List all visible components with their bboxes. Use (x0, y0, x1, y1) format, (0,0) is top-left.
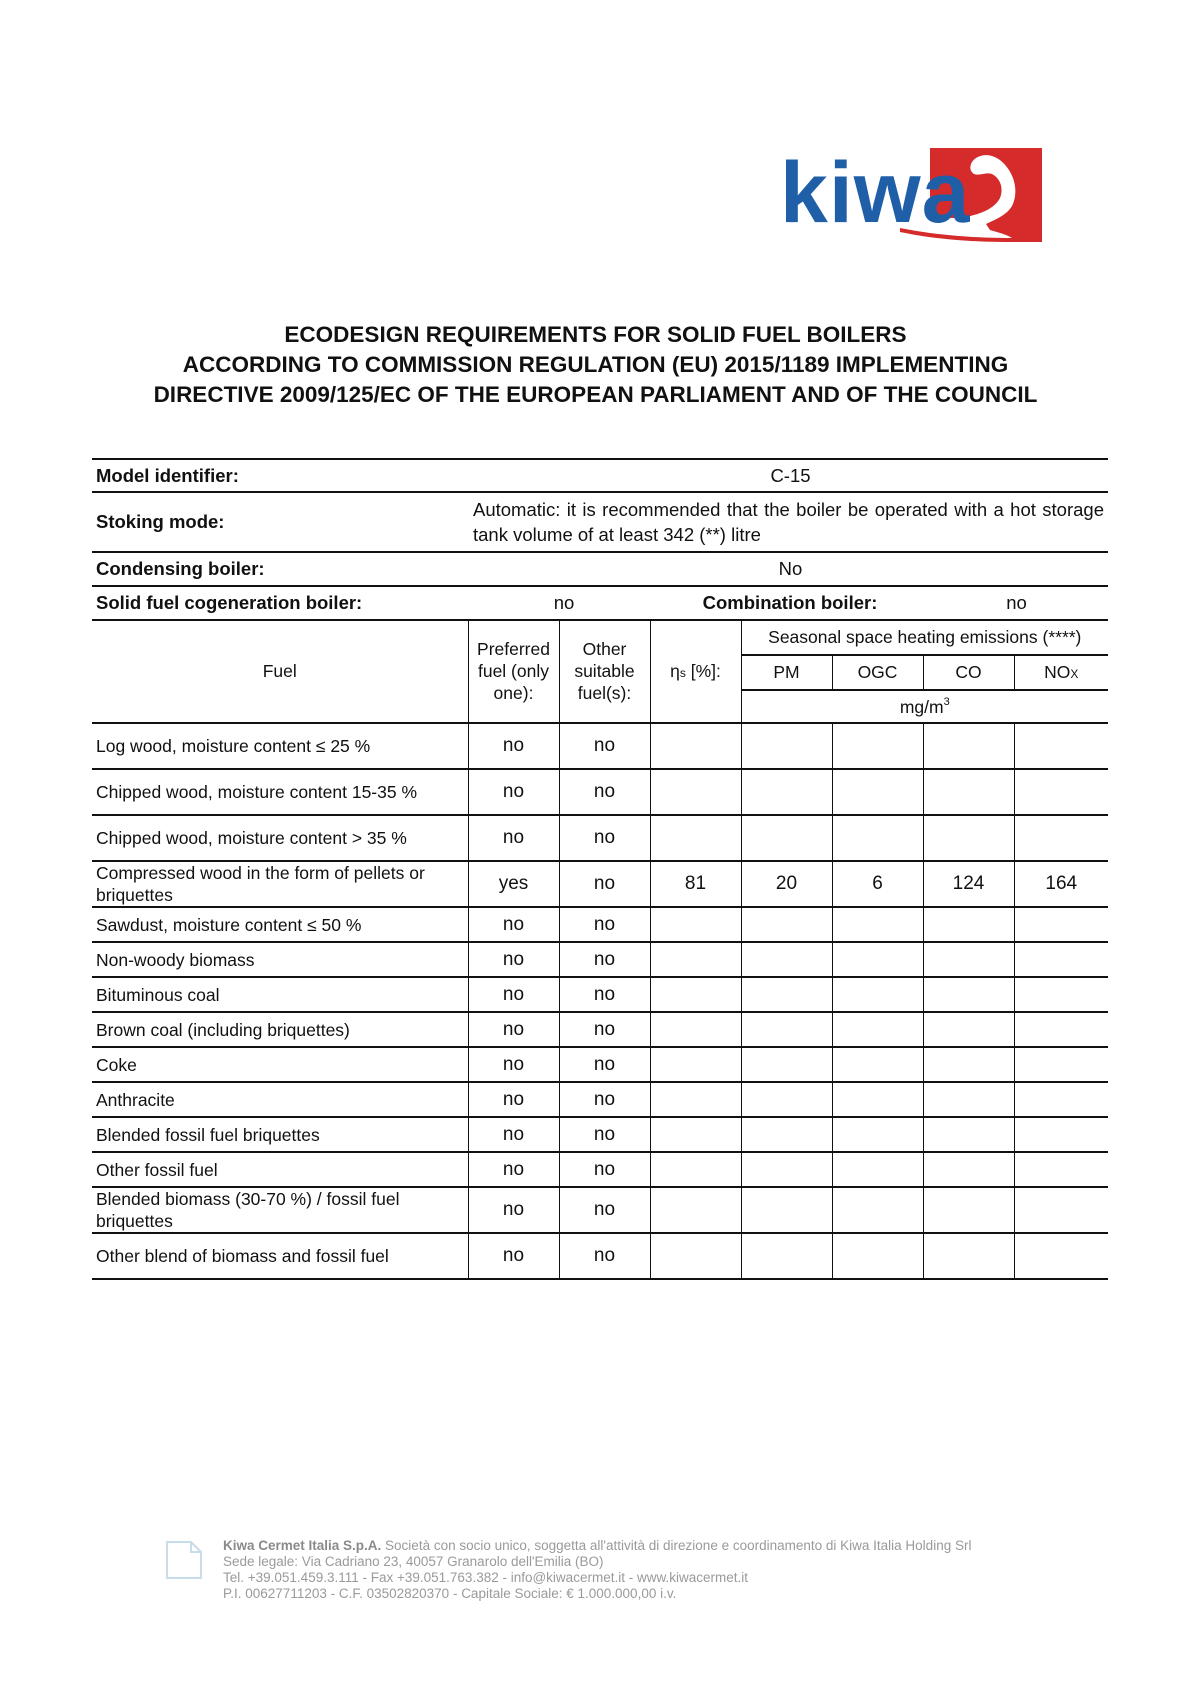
header-eta: ηs [%]: (650, 620, 741, 723)
other-cell: no (559, 942, 650, 977)
pm-cell (741, 1233, 832, 1279)
co-cell: 124 (923, 861, 1014, 907)
footer-line-2: Sede legale: Via Cadriano 23, 40057 Granarolo dell'Emilia (BO) (223, 1554, 604, 1569)
other-cell: no (559, 723, 650, 769)
fuel-name-cell: Log wood, moisture content ≤ 25 % (92, 723, 468, 769)
co-cell (923, 815, 1014, 861)
other-cell: no (559, 1152, 650, 1187)
ogc-cell (832, 1187, 923, 1233)
nox-cell (1014, 977, 1108, 1012)
other-cell: no (559, 1082, 650, 1117)
model-label: Model identifier: (96, 464, 239, 486)
ogc-cell (832, 769, 923, 815)
table-row (92, 769, 1108, 815)
info-block (92, 458, 1108, 621)
fuel-name-cell: Other blend of biomass and fossil fuel (92, 1233, 468, 1279)
ogc-cell (832, 1233, 923, 1279)
preferred-cell: no (468, 942, 559, 977)
efficiency-cell (650, 1082, 741, 1117)
combination-label: Combination boiler: (702, 592, 878, 613)
logo-wordmark: kiwa (780, 146, 971, 241)
efficiency-cell (650, 1117, 741, 1152)
model-value: C-15 (770, 464, 811, 486)
fuel-name-cell: Blended fossil fuel briquettes (92, 1117, 468, 1152)
co-cell (923, 1187, 1014, 1233)
nox-cell (1014, 1152, 1108, 1187)
pm-cell (741, 942, 832, 977)
title-line-3: DIRECTIVE 2009/125/EC OF THE EUROPEAN PARLIAMENT AND OF THE COUNCIL (153, 382, 1038, 407)
table-row (92, 907, 1108, 942)
header-other: Other suitable fuel(s): (559, 620, 650, 723)
nox-cell (1014, 1082, 1108, 1117)
nox-cell (1014, 1187, 1108, 1233)
table-row (92, 1187, 1108, 1233)
efficiency-cell (650, 1233, 741, 1279)
preferred-cell: no (468, 1047, 559, 1082)
ogc-cell (832, 815, 923, 861)
other-cell: no (559, 977, 650, 1012)
co-cell (923, 1047, 1014, 1082)
ogc-cell (832, 942, 923, 977)
preferred-cell: no (468, 769, 559, 815)
other-cell: no (559, 1047, 650, 1082)
table-row (92, 861, 1108, 907)
document-title (60, 320, 1131, 410)
footer-line-4: P.I. 00627711203 - C.F. 03502820370 - Capitale Sociale: € 1.000.000,00 i.v. (223, 1586, 677, 1601)
nox-cell (1014, 1233, 1108, 1279)
preferred-cell: no (468, 723, 559, 769)
stoking-label: Stoking mode: (96, 511, 225, 532)
ogc-cell (832, 1117, 923, 1152)
fuel-name-cell: Bituminous coal (92, 977, 468, 1012)
efficiency-cell (650, 1152, 741, 1187)
pm-cell (741, 1152, 832, 1187)
fuel-name-cell: Anthracite (92, 1082, 468, 1117)
header-emissions: Seasonal space heating emissions (****) (741, 620, 1108, 655)
co-cell (923, 1082, 1014, 1117)
ogc-cell (832, 1012, 923, 1047)
header-preferred: Preferred fuel (only one): (468, 620, 559, 723)
title-line-2: ACCORDING TO COMMISSION REGULATION (EU) 2015/1189 IMPLEMENTING (182, 352, 1009, 377)
nox-cell (1014, 1047, 1108, 1082)
co-cell (923, 723, 1014, 769)
footer-line-1 (223, 1538, 971, 1554)
cogeneration-label: Solid fuel cogeneration boiler: (96, 592, 363, 613)
preferred-cell: no (468, 1233, 559, 1279)
fuel-name-cell: Brown coal (including briquettes) (92, 1012, 468, 1047)
table-row (92, 1082, 1108, 1117)
title-line-1: ECODESIGN REQUIREMENTS FOR SOLID FUEL BOILERS (284, 322, 907, 347)
fuel-name-cell: Coke (92, 1047, 468, 1082)
pm-cell (741, 1047, 832, 1082)
combination-value: no (1006, 592, 1027, 613)
table-row (92, 723, 1108, 769)
pm-cell (741, 977, 832, 1012)
table-row (92, 1012, 1108, 1047)
co-cell (923, 977, 1014, 1012)
efficiency-cell (650, 1047, 741, 1082)
ogc-cell (832, 1082, 923, 1117)
nox-cell (1014, 723, 1108, 769)
efficiency-cell (650, 723, 741, 769)
pm-cell (741, 1117, 832, 1152)
other-cell: no (559, 1233, 650, 1279)
other-cell: no (559, 861, 650, 907)
pm-cell: 20 (741, 861, 832, 907)
other-cell: no (559, 815, 650, 861)
table-row (92, 1233, 1108, 1279)
pm-cell (741, 723, 832, 769)
co-cell (923, 907, 1014, 942)
efficiency-cell (650, 942, 741, 977)
header-nox: NOX (1014, 655, 1108, 690)
co-cell (923, 1012, 1014, 1047)
kiwa-logo (780, 146, 1042, 244)
nox-cell (1014, 1117, 1108, 1152)
footer-line-3: Tel. +39.051.459.3.111 - Fax +39.051.763.382 - info@kiwacermet.it - www.kiwacermet.it (223, 1570, 748, 1585)
table-row (92, 977, 1108, 1012)
stoking-row (92, 493, 1108, 553)
preferred-cell: no (468, 1187, 559, 1233)
efficiency-cell (650, 1012, 741, 1047)
table-row (92, 1117, 1108, 1152)
header-row-1 (92, 620, 1108, 655)
co-cell (923, 1152, 1014, 1187)
header-co: CO (923, 655, 1014, 690)
other-cell: no (559, 1117, 650, 1152)
header-fuel: Fuel (92, 620, 468, 723)
condensing-value: No (778, 558, 803, 579)
other-cell: no (559, 1012, 650, 1047)
pm-cell (741, 1187, 832, 1233)
fuel-emissions-table (92, 620, 1108, 1280)
table-row (92, 815, 1108, 861)
footer-company: Kiwa Cermet Italia S.p.A. (223, 1538, 382, 1553)
pm-cell (741, 815, 832, 861)
header-unit: $mg/m^3$ (741, 690, 1108, 723)
efficiency-cell (650, 815, 741, 861)
document-icon (165, 1540, 203, 1580)
preferred-cell: no (468, 1152, 559, 1187)
ogc-cell (832, 907, 923, 942)
fuel-name-cell: Compressed wood in the form of pellets or briquettes (92, 861, 468, 907)
footer-text (223, 1538, 971, 1602)
other-cell: no (559, 1187, 650, 1233)
co-cell (923, 942, 1014, 977)
table-row (92, 1152, 1108, 1187)
nox-cell (1014, 815, 1108, 861)
fuel-name-cell: Chipped wood, moisture content > 35 % (92, 815, 468, 861)
efficiency-cell: 81 (650, 861, 741, 907)
ogc-cell (832, 723, 923, 769)
efficiency-cell (650, 769, 741, 815)
table-row (92, 1047, 1108, 1082)
nox-cell: 164 (1014, 861, 1108, 907)
pm-cell (741, 1082, 832, 1117)
nox-cell (1014, 769, 1108, 815)
co-cell (923, 1233, 1014, 1279)
preferred-cell: yes (468, 861, 559, 907)
footer-company-description: Società con socio unico, soggetta all'attività di direzione e coordinamento di Kiwa Italia Holding Srl (381, 1538, 972, 1553)
preferred-cell: no (468, 977, 559, 1012)
nox-cell (1014, 1012, 1108, 1047)
pm-cell (741, 1012, 832, 1047)
co-cell (923, 769, 1014, 815)
other-cell: no (559, 907, 650, 942)
efficiency-cell (650, 907, 741, 942)
table-row (92, 942, 1108, 977)
preferred-cell: no (468, 907, 559, 942)
preferred-cell: no (468, 1012, 559, 1047)
efficiency-cell (650, 1187, 741, 1233)
condensing-label: Condensing boiler: (96, 558, 265, 579)
co-cell (923, 1117, 1014, 1152)
nox-cell (1014, 942, 1108, 977)
fuel-name-cell: Non-woody biomass (92, 942, 468, 977)
condensing-row (92, 553, 1108, 587)
fuel-name-cell: Chipped wood, moisture content 15-35 % (92, 769, 468, 815)
fuel-name-cell: Blended biomass (30-70 %) / fossil fuel briquettes (92, 1187, 468, 1233)
stoking-value: Automatic: it is recommended that the boiler be operated with a hot storage tank volume of at least 342 (**) litre (473, 499, 1104, 545)
preferred-cell: no (468, 1117, 559, 1152)
pm-cell (741, 907, 832, 942)
pm-cell (741, 769, 832, 815)
ogc-cell (832, 1152, 923, 1187)
ogc-cell (832, 977, 923, 1012)
other-cell: no (559, 769, 650, 815)
ogc-cell (832, 1047, 923, 1082)
model-row (92, 458, 1108, 493)
nox-cell (1014, 907, 1108, 942)
preferred-cell: no (468, 815, 559, 861)
fuel-name-cell: Other fossil fuel (92, 1152, 468, 1187)
cogeneration-value: no (553, 592, 575, 613)
header-ogc: OGC (832, 655, 923, 690)
cogeneration-row (92, 587, 1108, 621)
ogc-cell: 6 (832, 861, 923, 907)
header-pm: PM (741, 655, 832, 690)
preferred-cell: no (468, 1082, 559, 1117)
efficiency-cell (650, 977, 741, 1012)
fuel-name-cell: Sawdust, moisture content ≤ 50 % (92, 907, 468, 942)
